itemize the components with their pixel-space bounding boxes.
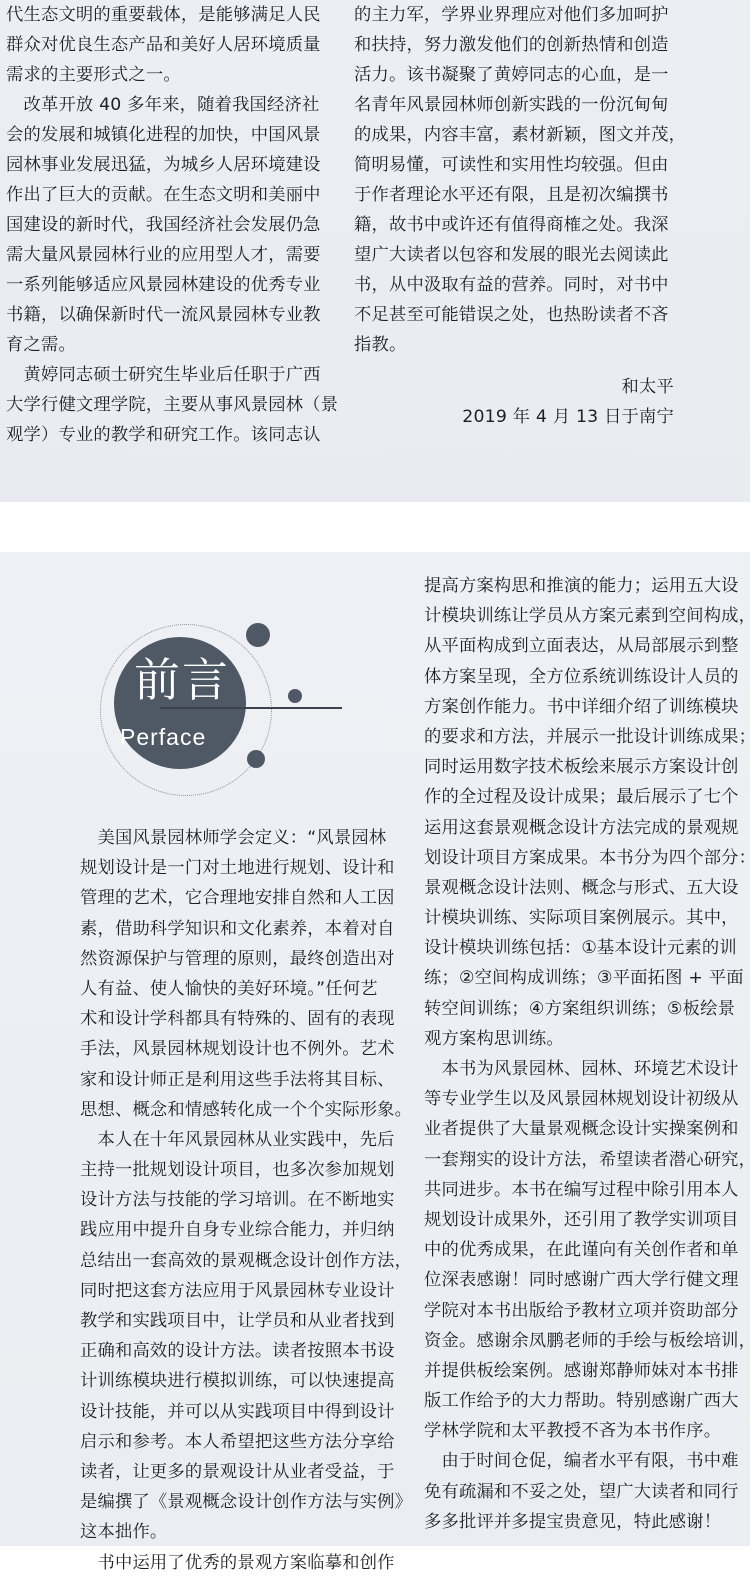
text-line: 是编撰了《景观概念设计创作方法与实例》 (80, 1492, 413, 1513)
text-line: 转空间训练；④方案组织训练；⑤板绘景 (424, 998, 736, 1019)
text-line: 划设计项目方案成果。本书分为四个部分： (424, 847, 756, 868)
text-line: 观方案构思训练。 (424, 1028, 564, 1049)
decorative-dot (246, 623, 270, 647)
signature-name: 和太平 (621, 377, 674, 397)
text-line: 方案创作能力。书中详细介绍了训练模块 (424, 696, 739, 717)
text-line: 群众对优良生态产品和美好人居环境质量 (6, 35, 321, 55)
text-line: 体方案呈现，全方位系统训练设计人员的 (424, 666, 739, 687)
text-line: 等专业学生以及风景园林规划设计初级从 (424, 1089, 739, 1110)
preface-subtitle: Perface (120, 724, 207, 750)
text-line: 素，借助科学知识和文化素养，本着对自 (80, 918, 395, 939)
text-line: 践应用中提升自身专业综合能力，并归纳 (80, 1220, 395, 1241)
upper-left-column (6, 0, 342, 450)
text-line: 并提供板绘案例。感谢郑静师妹对本书排 (424, 1360, 739, 1381)
text-line: 中的优秀成果，在此谨向有关创作者和单 (424, 1240, 739, 1261)
text-line: 学林学院和太平教授不吝为本书作序。 (424, 1421, 722, 1442)
text-line: 一系列能够适应风景园林建设的优秀专业 (6, 275, 321, 295)
text-line: 管理的艺术，它合理地安排自然和人工因 (80, 888, 395, 909)
text-line: 指教。 (354, 335, 407, 355)
text-line: 练；②空间构成训练；③平面拓图 + 平面 (424, 968, 744, 989)
text-line: 运用这套景观概念设计方法完成的景观规 (424, 817, 739, 838)
text-line: 术和设计学科都具有特殊的、固有的表现 (80, 1009, 395, 1030)
text-line: 作出了巨大的贡献。在生态文明和美丽中 (6, 185, 321, 205)
decorative-dot (288, 689, 302, 703)
decorative-dot (247, 750, 265, 768)
text-line: 一套翔实的设计方法，希望读者潜心研究， (424, 1149, 756, 1170)
text-line: 的成果，内容丰富，素材新颖，图文并茂， (354, 125, 687, 145)
text-line: 启示和参考。本人希望把这些方法分享给 (80, 1431, 395, 1452)
text-line: 需大量风景园林行业的应用型人才，需要 (6, 245, 321, 265)
text-line: 设计模块训练包括：①基本设计元素的训 (424, 938, 737, 959)
text-line: 设计技能，并可以从实践项目中得到设计 (80, 1401, 395, 1422)
text-line: 读者，让更多的景观设计从业者受益，于 (80, 1461, 395, 1482)
text-line: 规划设计成果外，还引用了教学实训项目 (424, 1209, 739, 1230)
text-line: 书中运用了优秀的景观方案临摹和创作 (80, 1552, 395, 1573)
text-line: 本人在十年风景园林从业实践中，先后 (80, 1129, 395, 1150)
text-line: 黄婷同志硕士研究生毕业后任职于广西 (6, 365, 321, 385)
text-line: 育之需。 (6, 335, 76, 355)
text-line: 改革开放 40 多年来，随着我国经济社 (6, 95, 320, 115)
text-line: 然资源保护与管理的原则，最终创造出对 (80, 948, 395, 969)
text-line: 书籍，以确保新时代一流风景园林专业教 (6, 305, 321, 325)
text-line: 观学）专业的教学和研究工作。该同志认 (6, 425, 321, 445)
text-line: 教学和实践项目中，让学员和从业者找到 (80, 1311, 395, 1331)
text-line: 美国风景园林师学会定义：“风景园林 (80, 828, 387, 848)
text-line: 作的全过程及设计成果；最后展示了七个 (424, 787, 739, 808)
text-line: 名青年风景园林师创新实践的一份沉甸甸 (354, 95, 669, 115)
text-line: 活力。该书凝聚了黄婷同志的心血，是一 (354, 65, 669, 85)
signature-date: 2019 年 4 月 13 日于南宁 (462, 407, 674, 427)
text-line: 的要求和方法，并展示一批设计训练成果； (424, 726, 756, 747)
preface-heading-emblem (100, 619, 340, 809)
text-line: 人有益、使人愉快的美好环境。”任何艺 (80, 978, 378, 999)
text-line: 提高方案构思和推演的能力；运用五大设 (424, 576, 739, 596)
text-line: 书，从中汲取有益的营养。同时，对书中 (354, 275, 669, 295)
text-line: 的主力军，学界业界理应对他们多加呵护 (354, 5, 669, 25)
text-line: 家和设计师正是利用这些手法将其目标、 (80, 1069, 395, 1090)
lower-book-page (0, 552, 756, 1573)
text-line: 于作者理论水平还有限，且是初次编撰书 (354, 185, 669, 205)
text-line: 同时把这套方法应用于风景园林专业设计 (80, 1280, 395, 1301)
text-line: 免有疏漏和不妥之处，望广大读者和同行 (424, 1481, 739, 1502)
text-line: 景观概念设计法则、概念与形式、五大设 (424, 877, 739, 898)
text-line: 国建设的新时代，我国经济社会发展仍急 (6, 215, 321, 235)
text-line: 园林事业发展迅猛，为城乡人居环境建设 (6, 155, 321, 175)
text-line: 多多批评并多提宝贵意见，特此感谢！ (424, 1511, 722, 1532)
text-line: 主持一批规划设计项目，也多次参加规划 (80, 1160, 395, 1181)
text-line: 由于时间仓促，编者水平有限，书中难 (424, 1451, 739, 1472)
text-line: 正确和高效的设计方法。读者按照本书设 (80, 1341, 395, 1362)
text-line: 籍，故书中或许还有值得商榷之处。我深 (354, 215, 669, 235)
text-line: 简明易懂，可读性和实用性均较强。但由 (354, 155, 669, 175)
text-line: 业者提供了大量景观概念设计实操案例和 (424, 1119, 739, 1140)
text-line: 版工作给予的大力帮助。特别感谢广西大 (424, 1391, 739, 1412)
text-line: 同时运用数字技术板绘来展示方案设计创 (424, 757, 739, 778)
text-line: 计训练模块进行模拟训练，可以快速提高 (80, 1371, 395, 1392)
text-line: 手法，风景园林规划设计也不例外。艺术 (80, 1039, 395, 1060)
text-line: 规划设计是一门对土地进行规划、设计和 (80, 858, 395, 879)
text-line: 共同进步。本书在编写过程中除引用本人 (424, 1179, 739, 1200)
text-line: 本书为风景园林、园林、环境艺术设计 (424, 1059, 739, 1079)
text-line: 不足甚至可能错误之处，也热盼读者不吝 (354, 305, 669, 325)
preface-title: 前言 (134, 653, 230, 707)
text-line: 这本拙作。 (80, 1522, 168, 1543)
text-line: 位深表感谢！同时感谢广西大学行健文理 (424, 1270, 739, 1291)
text-line: 思想、概念和情感转化成一个个实际形象。 (80, 1099, 413, 1120)
text-line: 从平面构成到立面表达，从局部展示到整 (424, 636, 739, 657)
signature-block (354, 372, 674, 432)
upper-right-column (354, 0, 687, 360)
lower-left-column (80, 823, 413, 1578)
text-line: 望广大读者以包容和发展的眼光去阅读此 (354, 245, 669, 265)
text-line: 需求的主要形式之一。 (6, 65, 181, 85)
text-line: 资金。感谢余凤鹏老师的手绘与板绘培训， (424, 1330, 756, 1351)
text-line: 设计方法与技能的学习培训。在不断地实 (80, 1190, 395, 1211)
text-line: 总结出一套高效的景观概念设计创作方法， (80, 1250, 413, 1271)
text-line: 计模块训练、实际项目案例展示。其中， (424, 908, 739, 929)
text-line: 计模块训练让学员从方案元素到空间构成， (424, 606, 756, 627)
text-line: 和扶持，努力激发他们的创新热情和创造 (354, 35, 669, 55)
text-line: 学院对本书出版给予教材立项并资助部分 (424, 1300, 739, 1321)
text-line: 代生态文明的重要载体，是能够满足人民 (6, 5, 321, 25)
lower-right-column (424, 571, 756, 1537)
text-line: 会的发展和城镇化进程的加快，中国风景 (6, 125, 321, 145)
text-line: 大学行健文理学院，主要从事风景园林（景 (6, 395, 339, 415)
upper-book-page (0, 0, 750, 502)
heading-underline (160, 707, 342, 709)
